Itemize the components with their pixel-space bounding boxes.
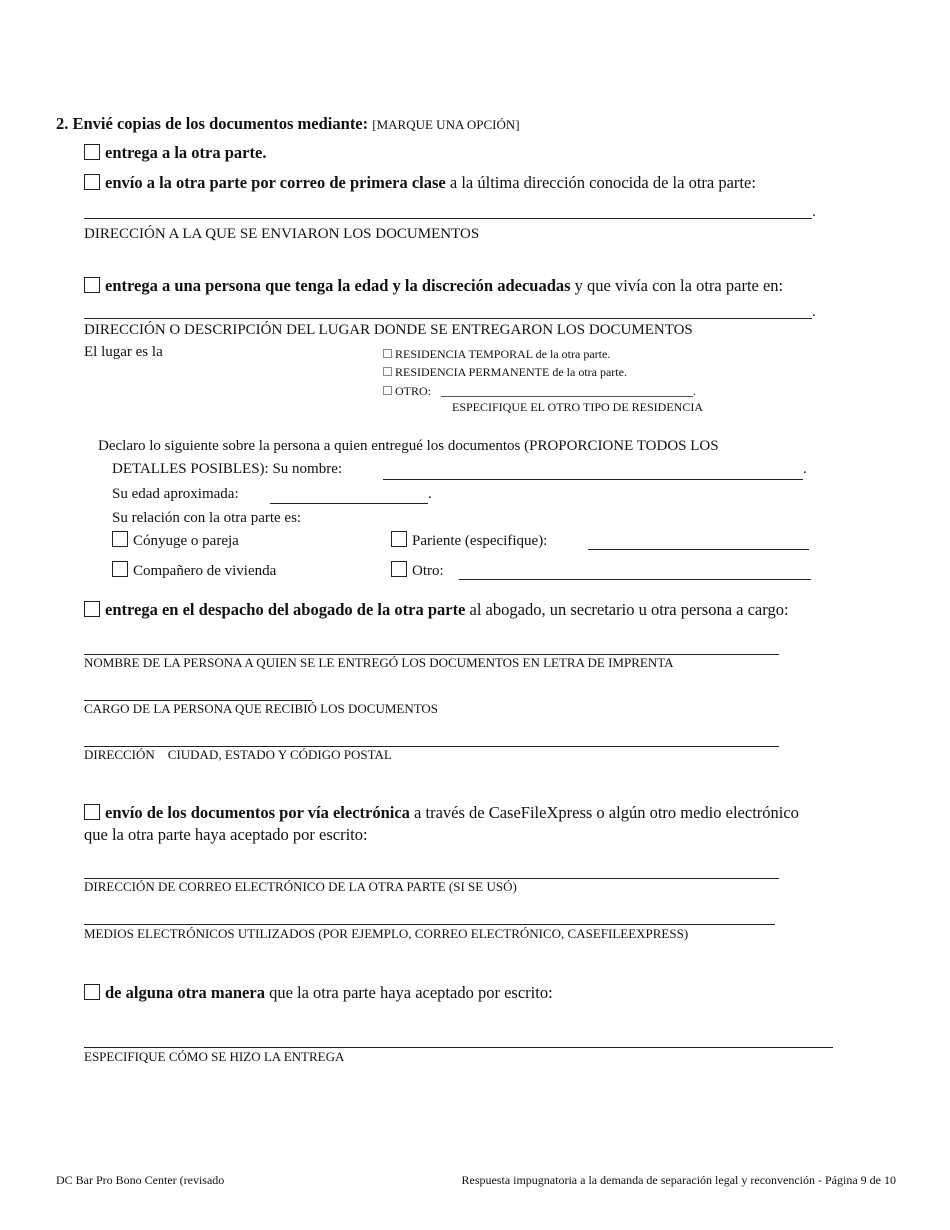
delivery-method-line[interactable] bbox=[84, 1047, 833, 1048]
footer-right: Respuesta impugnatoria a la demanda de separación legal y reconvención - Página 9 de 10 bbox=[461, 1173, 896, 1187]
recipient-name-caption: NOMBRE DE LA PERSONA A QUIEN SE LE ENTREGÓ LOS DOCUMENTOS EN LETRA DE IMPRENTA bbox=[84, 655, 674, 670]
spouse-checkbox[interactable] bbox=[112, 531, 128, 547]
option-attorney-office bbox=[84, 600, 789, 620]
mail-label-bold: envío a la otra parte por correo de primera clase bbox=[105, 173, 446, 192]
period: . bbox=[812, 304, 816, 320]
mail-checkbox[interactable] bbox=[84, 174, 100, 190]
relation-roommate bbox=[112, 561, 276, 580]
attorney-address-caption: DIRECCIÓN CIUDAD, ESTADO Y CÓDIGO POSTAL bbox=[84, 747, 392, 762]
temporary-residence-checkbox[interactable] bbox=[383, 349, 392, 358]
permanent-residence-checkbox[interactable] bbox=[383, 367, 392, 376]
section-heading bbox=[56, 114, 520, 134]
option-mail bbox=[84, 173, 756, 193]
period: . bbox=[428, 486, 432, 502]
declare-line-2: DETALLES POSIBLES): Su nombre: bbox=[112, 461, 343, 477]
hand-delivery-label: entrega a la otra parte. bbox=[105, 143, 267, 162]
section-title: Envié copias de los documentos mediante: bbox=[72, 114, 369, 133]
delivery-method-caption: ESPECIFIQUE CÓMO SE HIZO LA ENTREGA bbox=[84, 1049, 345, 1064]
relative-specify-line[interactable] bbox=[588, 549, 809, 550]
permanent-residence-label: RESIDENCIA PERMANENTE de la otra parte. bbox=[395, 365, 627, 379]
other-residence-line[interactable] bbox=[441, 396, 693, 397]
hand-delivery-checkbox[interactable] bbox=[84, 144, 100, 160]
declare-line-1: Declaro lo siguiente sobre la persona a quien entregué los documentos (PROPORCIONE TODOS LOS bbox=[98, 438, 719, 454]
attorney-office-label-rest: al abogado, un secretario u otra persona a cargo: bbox=[465, 600, 789, 619]
relative-checkbox[interactable] bbox=[391, 531, 407, 547]
place-option-permanent bbox=[383, 365, 627, 380]
relation-other-checkbox[interactable] bbox=[391, 561, 407, 577]
suitable-person-label-rest: y que vivía con la otra parte en: bbox=[570, 276, 784, 295]
place-address-caption: DIRECCIÓN O DESCRIPCIÓN DEL LUGAR DONDE SE ENTREGARON LOS DOCUMENTOS bbox=[84, 322, 693, 338]
attorney-office-checkbox[interactable] bbox=[84, 601, 100, 617]
section-number: 2. bbox=[56, 114, 69, 133]
age-line[interactable] bbox=[270, 503, 428, 504]
option-suitable-person bbox=[84, 276, 783, 296]
relation-other-line[interactable] bbox=[459, 579, 811, 580]
mail-address-caption: DIRECCIÓN A LA QUE SE ENVIARON LOS DOCUMENTOS bbox=[84, 226, 480, 242]
other-residence-caption: ESPECIFIQUE EL OTRO TIPO DE RESIDENCIA bbox=[452, 400, 703, 414]
suitable-person-label-bold: entrega a una persona que tenga la edad y la discreción adecuadas bbox=[105, 276, 571, 295]
electronic-label-bold: envío de los documentos por vía electrónica bbox=[105, 803, 410, 822]
electronic-means-caption: MEDIOS ELECTRÓNICOS UTILIZADOS (POR EJEMPLO, CORREO ELECTRÓNICO, CASEFILEEXPRESS) bbox=[84, 926, 689, 941]
electronic-checkbox[interactable] bbox=[84, 804, 100, 820]
electronic-label-rest: a través de CaseFileXpress o algún otro medio electrónico bbox=[409, 803, 799, 822]
relation-relative bbox=[391, 531, 547, 550]
attorney-office-label-bold: entrega en el despacho del abogado de la otra parte bbox=[105, 600, 466, 619]
option-electronic bbox=[84, 803, 799, 823]
place-option-temporary bbox=[383, 347, 610, 362]
recipient-title-caption: CARGO DE LA PERSONA QUE RECIBIÓ LOS DOCUMENTOS bbox=[84, 701, 439, 716]
footer-left: DC Bar Pro Bono Center (revisado bbox=[56, 1173, 225, 1187]
electronic-label-line2: que la otra parte haya aceptado por escrito: bbox=[84, 825, 368, 844]
relation-other-label: Otro: bbox=[412, 563, 444, 579]
mail-address-line[interactable] bbox=[84, 218, 812, 219]
electronic-means-line[interactable] bbox=[84, 924, 775, 925]
place-address-line[interactable] bbox=[84, 318, 812, 319]
other-manner-label-rest: que la otra parte haya aceptado por escrito: bbox=[264, 983, 553, 1002]
period: . bbox=[693, 384, 696, 398]
other-manner-label-bold: de alguna otra manera bbox=[105, 983, 265, 1002]
roommate-checkbox[interactable] bbox=[112, 561, 128, 577]
roommate-label: Compañero de vivienda bbox=[133, 563, 277, 579]
option-hand-delivery bbox=[84, 143, 266, 163]
temporary-residence-label: RESIDENCIA TEMPORAL de la otra parte. bbox=[395, 347, 611, 361]
mail-label-rest: a la última dirección conocida de la otra parte: bbox=[445, 173, 756, 192]
period: . bbox=[812, 204, 816, 220]
other-manner-checkbox[interactable] bbox=[84, 984, 100, 1000]
relation-other bbox=[391, 561, 444, 580]
relation-label: Su relación con la otra parte es: bbox=[112, 510, 302, 526]
relative-label: Pariente (especifique): bbox=[412, 533, 548, 549]
other-residence-label: OTRO: bbox=[395, 384, 431, 398]
relation-spouse bbox=[112, 531, 239, 550]
person-name-line[interactable] bbox=[383, 479, 803, 480]
spouse-label: Cónyuge o pareja bbox=[133, 533, 239, 549]
email-address-caption: DIRECCIÓN DE CORREO ELECTRÓNICO DE LA OTRA PARTE (SI SE USÓ) bbox=[84, 879, 517, 894]
age-label: Su edad aproximada: bbox=[112, 486, 239, 502]
option-other-manner bbox=[84, 983, 553, 1003]
place-option-other bbox=[383, 384, 431, 399]
period: . bbox=[803, 461, 807, 477]
section-instruction: [MARQUE UNA OPCIÓN] bbox=[372, 117, 520, 132]
place-label: El lugar es la bbox=[84, 344, 163, 360]
other-residence-checkbox[interactable] bbox=[383, 386, 392, 395]
suitable-person-checkbox[interactable] bbox=[84, 277, 100, 293]
